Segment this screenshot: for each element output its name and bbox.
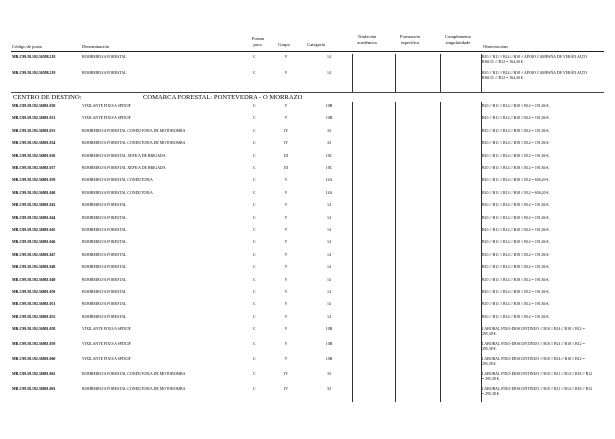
row-categoria: 14	[327, 265, 331, 270]
row-code: MR.C99.58.192.36801.037	[12, 166, 56, 170]
row-categoria: 14A	[325, 190, 333, 195]
header-forma: Forma	[252, 36, 264, 41]
row-forma: C	[253, 290, 256, 294]
row-denominacion: BOMBEIRO/A FORESTAL	[82, 228, 127, 232]
row-observacions: B10 // B11 // B14 // B18 // B12 = 191,84 €.	[482, 116, 550, 121]
row-forma: C	[253, 104, 256, 108]
row-code: MR.C99.58.192.36801.039	[12, 178, 56, 183]
row-categoria: 14	[327, 228, 331, 232]
row-categoria: 14	[327, 314, 331, 319]
row-denominacion: VIXILANTE FIXO/A SPDCIF	[82, 104, 131, 108]
row-code: MR.C99.58.192.36801.043	[12, 203, 56, 208]
row-code: MR.C99.58.192.36801.048	[12, 265, 56, 270]
table-row	[0, 116, 615, 128]
row-code: MR.C99.58.192.36801.049	[12, 277, 56, 282]
column-divider	[352, 102, 353, 402]
row-observacions: B10 // B11 // B14 // B18 // B12 = 191,84 €.	[482, 141, 550, 146]
row-observacions: B10 // B11 // B14 // B18 // B12 = 191,84 €.	[482, 153, 550, 158]
row-grupo: III	[284, 166, 288, 170]
header-denominacion: Denominación	[82, 44, 110, 49]
row-code: MR.C99.58.192.36801.046	[12, 240, 56, 245]
row-forma: C	[253, 252, 256, 257]
row-observacions: LABORAL FIXO-DESCONTINUO // B10 // B14 // B18 // B12 = 295,38 €.	[482, 357, 585, 366]
row-observacions: B10 // B11 // B14 // B18 // B12 = 191,84 €.	[482, 314, 550, 319]
table-row	[0, 129, 615, 141]
row-grupo: V	[284, 228, 288, 232]
row-observacions: B10 // B11 // B14 // B18 // B12 = 191,84 €.	[482, 228, 550, 232]
row-grupo: V	[284, 327, 288, 332]
row-forma: C	[253, 55, 256, 59]
row-categoria: 14	[327, 203, 331, 208]
row-categoria: 14	[327, 290, 331, 294]
row-forma: C	[253, 240, 256, 245]
row-grupo: IV	[283, 141, 289, 146]
row-forma: C	[253, 265, 256, 270]
column-divider	[352, 54, 353, 92]
row-observacions: B10 // B11 // B14 // B18 // B12 = 191,84 €.	[482, 252, 550, 257]
row-categoria: 14	[327, 302, 331, 307]
row-forma: C	[253, 141, 256, 146]
row-forma: C	[253, 116, 256, 121]
row-grupo: V	[284, 240, 288, 245]
row-forma: C	[253, 342, 256, 347]
row-observacions: B10 // B11 // B14 // B18 // B12 = 191,84 €.	[482, 104, 550, 108]
row-categoria: 10C	[325, 153, 333, 158]
row-forma: C	[253, 387, 256, 392]
row-grupo: V	[284, 104, 288, 108]
row-observacions: B10 // B11 // B14 // B18 // B12 = 656,20 €.	[482, 178, 550, 183]
row-code: MR.C99.58.192.36801.060	[12, 357, 56, 362]
row-observacions: B10 // B11 // B14 // B18 // B12 = 191,84 €.	[482, 128, 550, 133]
table-row	[0, 327, 615, 342]
row-denominacion: BOMBEIRO/A FORESTAL CONDUTOR/A DE MOTOBOMBA	[82, 372, 186, 377]
table-row	[0, 154, 615, 166]
table-row	[0, 278, 615, 290]
row-categoria: 14	[327, 240, 331, 245]
header-complemento-2: singularidade	[445, 40, 471, 45]
row-forma: C	[253, 153, 256, 158]
row-observacions: LABORAL FIXO-DESCONTINUO // B10 // B14 // B18 // B12 = 295,38 €.	[482, 327, 585, 336]
row-forma: C	[253, 372, 256, 377]
row-code: MR.C99.58.192.36801.062	[12, 372, 56, 377]
column-divider	[440, 54, 441, 92]
header-codigo: Código de posto	[12, 44, 43, 49]
row-code: MR.C99.58.192.36801.063	[12, 387, 56, 392]
row-grupo: V	[284, 71, 288, 75]
row-categoria: 14	[327, 215, 331, 220]
table-row	[0, 372, 615, 387]
row-categoria: 14	[327, 277, 331, 282]
row-categoria: 10B	[325, 357, 333, 362]
table-row	[0, 265, 615, 277]
row-forma: C	[253, 166, 256, 170]
row-denominacion: VIXILANTE FIXO/A SPDCIF	[82, 342, 131, 347]
row-categoria: 10B	[325, 342, 333, 347]
row-grupo: V	[284, 290, 288, 294]
row-observacions: B10 // B11 // B14 // B18 // APOIO CAMPAÑA DE VERÁN ALTO RISCO. // B12 = 164,30 €.	[482, 55, 587, 64]
row-observacions: B10 // B11 // B14 // B18 // B12 = 191,84 €.	[482, 215, 550, 220]
row-forma: C	[253, 215, 256, 220]
header-grupo: Grupo	[278, 42, 290, 47]
centro-destino	[11, 92, 604, 101]
table-row	[0, 253, 615, 265]
row-observacions: B10 // B11 // B14 // B18 // B12 = 191,84 €.	[482, 166, 550, 170]
table-row	[0, 104, 615, 116]
row-observacions: B10 // B11 // B14 // B18 // B12 = 656,20 €.	[482, 190, 550, 195]
row-code: MR.C99.58.192.36598.219	[12, 71, 56, 75]
row-code: MR.C99.58.192.36801.040	[12, 190, 56, 195]
column-divider	[395, 54, 396, 92]
table-row	[0, 302, 615, 314]
row-grupo: IV	[283, 128, 289, 133]
row-denominacion: BOMBEIRO/A FORESTAL	[82, 240, 127, 245]
row-categoria: 14	[327, 252, 331, 257]
row-categoria: 10B	[325, 116, 333, 121]
header-prov: prov.	[253, 42, 263, 47]
row-observacions: B10 // B11 // B14 // B18 // B12 = 191,84 €.	[482, 203, 550, 208]
row-observacions: B10 // B11 // B14 // B18 // B12 = 191,84 €.	[482, 265, 550, 270]
table-row	[0, 240, 615, 252]
table-row	[0, 141, 615, 153]
row-grupo: V	[284, 55, 288, 59]
row-code: MR.C99.58.192.36801.059	[12, 342, 56, 347]
row-denominacion: BOMBEIRO/A FORESTAL XEFE/A DE BRIGADA	[82, 153, 166, 158]
row-grupo: V	[284, 357, 288, 362]
row-denominacion: BOMBEIRO/A FORESTAL	[82, 277, 127, 282]
row-grupo: V	[284, 215, 288, 220]
table-row	[0, 290, 615, 302]
row-forma: C	[253, 357, 256, 362]
row-code: MR.C99.58.192.36801.030	[12, 104, 56, 108]
row-categoria: 14A	[325, 178, 333, 183]
table-row	[0, 166, 615, 178]
row-code: MR.C99.58.192.36801.036	[12, 153, 56, 158]
row-observacions: B10 // B11 // B14 // B18 // B12 = 191,84 €.	[482, 290, 550, 294]
row-observacions: B10 // B11 // B14 // B18 // B12 = 191,84 €.	[482, 240, 550, 245]
header-formacion-2: específica	[400, 40, 420, 45]
row-code: MR.C99.58.192.36801.051	[12, 302, 56, 307]
table-row	[0, 216, 615, 228]
row-grupo: V	[284, 116, 288, 121]
table-row	[0, 342, 615, 357]
table-row	[0, 357, 615, 372]
row-grupo: V	[284, 314, 288, 319]
column-divider	[481, 54, 482, 92]
centro-destino-value: COMARCA FORESTAL: PONTEVEDRA - O MORRAZO	[143, 94, 303, 101]
column-divider	[440, 102, 441, 402]
row-denominacion: BOMBEIRO/A FORESTAL XEFE/A DE BRIGADA	[82, 166, 166, 170]
row-denominacion: BOMBEIRO/A FORESTAL	[82, 203, 127, 208]
row-categoria: 33	[327, 387, 331, 392]
row-categoria: 33	[327, 128, 331, 133]
row-denominacion: BOMBEIRO/A FORESTAL	[82, 215, 127, 220]
row-code: MR.C99.58.192.36801.033	[12, 128, 56, 133]
header-observacions: Observacións	[483, 44, 509, 49]
row-forma: C	[253, 190, 256, 195]
row-denominacion: BOMBEIRO/A FORESTAL	[82, 71, 127, 75]
row-grupo: IV	[283, 372, 289, 377]
table-row	[0, 203, 615, 215]
table-row	[0, 178, 615, 190]
row-forma: C	[253, 277, 256, 282]
table-row	[0, 387, 615, 402]
row-grupo: V	[284, 342, 288, 347]
row-denominacion: BOMBEIRO/A FORESTAL CONDUTOR/A DE MOTOBOMBA	[82, 128, 186, 133]
row-code: MR.C99.58.192.36801.034	[12, 141, 56, 146]
row-forma: C	[253, 203, 256, 208]
row-denominacion: VIXILANTE FIXO/A SPDCIF	[82, 327, 131, 332]
row-categoria: 10B	[325, 327, 333, 332]
row-denominacion: BOMBEIRO/A FORESTAL	[82, 265, 127, 270]
column-divider	[395, 102, 396, 402]
row-denominacion: BOMBEIRO/A FORESTAL CONDUTOR/A	[82, 178, 153, 183]
column-divider	[481, 102, 482, 402]
row-grupo: V	[284, 302, 288, 307]
row-observacions: LABORAL FIXO-DESCONTINUO // B10 // B14 // B18 // B12 = 295,38 €.	[482, 342, 585, 351]
header-categoria: Categoría	[307, 42, 325, 47]
table-row	[0, 55, 615, 69]
row-forma: C	[253, 128, 256, 133]
header-titulacion-1: Titulación	[357, 34, 377, 39]
row-code: MR.C99.58.192.36598.218	[12, 55, 56, 59]
row-categoria: 33	[327, 372, 331, 377]
row-observacions: B10 // B11 // B14 // B18 // B12 = 191,84 €.	[482, 302, 550, 307]
row-observacions: LABORAL FIXO-DESCONTINUO // B10 // B11 // B14 // B18 // B12 = 295,38 €.	[482, 372, 593, 381]
row-denominacion: BOMBEIRO/A FORESTAL	[82, 302, 127, 307]
table-row	[0, 228, 615, 240]
row-denominacion: BOMBEIRO/A FORESTAL CONDUTOR/A	[82, 190, 153, 195]
header-titulacion-2: académica	[357, 40, 377, 45]
row-grupo: V	[284, 178, 288, 183]
row-categoria: 14	[327, 71, 331, 75]
row-grupo: V	[284, 265, 288, 270]
row-denominacion: VIXILANTE FIXO/A SPDCIF	[82, 357, 131, 362]
header-complemento-1: Complemento	[444, 34, 472, 39]
header-rule	[11, 51, 604, 52]
row-categoria: 33	[327, 141, 331, 146]
table-row	[0, 315, 615, 327]
row-denominacion: BOMBEIRO/A FORESTAL CONDUTOR/A DE MOTOBOMBA	[82, 141, 186, 146]
row-code: MR.C99.58.192.36801.058	[12, 327, 56, 332]
row-forma: C	[253, 327, 256, 332]
row-categoria: 10C	[325, 166, 333, 170]
row-forma: C	[253, 178, 256, 183]
row-code: MR.C99.58.192.36801.031	[12, 116, 56, 121]
row-code: MR.C99.58.192.36801.047	[12, 252, 56, 257]
row-categoria: 14	[327, 55, 331, 59]
row-code: MR.C99.58.192.36801.044	[12, 215, 56, 220]
table-row	[0, 191, 615, 203]
row-forma: C	[253, 71, 256, 75]
row-code: MR.C99.58.192.36801.050	[12, 290, 56, 294]
row-grupo: V	[284, 190, 288, 195]
row-forma: C	[253, 314, 256, 319]
row-denominacion: BOMBEIRO/A FORESTAL	[82, 252, 127, 257]
centro-destino-label: CENTRO DE DESTINO:	[13, 94, 82, 101]
row-categoria: 10B	[325, 104, 333, 108]
row-grupo: V	[284, 277, 288, 282]
row-observacions: B10 // B11 // B14 // B18 // B12 = 191,84 €.	[482, 277, 550, 282]
row-denominacion: VIXILANTE FIXO/A SPDCIF	[82, 116, 131, 121]
row-forma: C	[253, 302, 256, 307]
header-formacion-1: Formación	[400, 34, 420, 39]
table-row	[0, 71, 615, 85]
row-grupo: IV	[283, 387, 289, 392]
row-forma: C	[253, 228, 256, 232]
row-code: MR.C99.58.192.36801.045	[12, 228, 56, 232]
row-observacions: LABORAL FIXO-DESCONTINUO // B10 // B11 // B14 // B18 // B12 = 295,38 €.	[482, 387, 593, 396]
row-grupo: III	[284, 153, 288, 158]
row-denominacion: BOMBEIRO/A FORESTAL CONDUTOR/A DE MOTOBOMBA	[82, 387, 186, 392]
row-observacions: B10 // B11 // B14 // B18 // APOIO CAMPAÑA DE VERÁN ALTO RISCO. // B12 = 164,30 €.	[482, 71, 587, 80]
row-denominacion: BOMBEIRO/A FORESTAL	[82, 55, 127, 59]
row-code: MR.C99.58.192.36801.052	[12, 314, 56, 319]
row-grupo: V	[284, 252, 288, 257]
row-grupo: V	[284, 203, 288, 208]
row-denominacion: BOMBEIRO/A FORESTAL	[82, 290, 127, 294]
row-denominacion: BOMBEIRO/A FORESTAL	[82, 314, 127, 319]
